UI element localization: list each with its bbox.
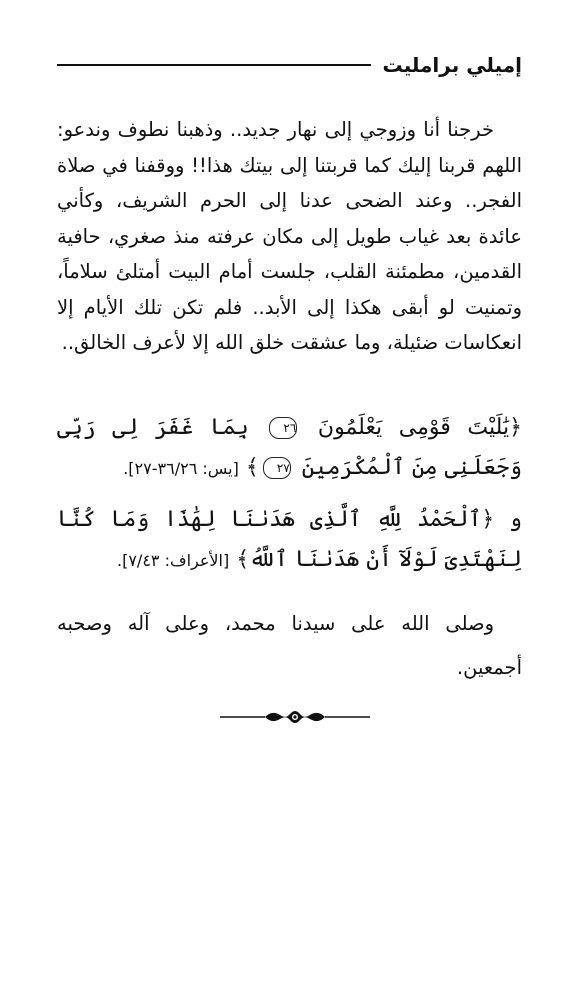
verse-text-part2: بِمَا غَفَرَ لِى رَبِّى وَجَعَلَنِى مِنَ ٱلْمُكْرَمِينَ [57, 415, 522, 480]
paragraph-text: خرجنا أنا وزوجي إلى نهار جديد.. وذهبنا نطوف وندعو: اللهم قربنا إليك كما قربتنا إلى بيتك هذا!! ووقفنا في صلاة الفجر.. وعند الضحى عدنا إلى الحرم الشريف، وكأني عائدة بعد غياب طويل إلى مكان عرفته منذ صغري، حافية القدمين، مطمئنة القلب، جلست أمام البيت أمتلئ سلاماً، وتمنيت لو أبقى هكذا إلى الأبد.. فلم تكن تلك الأيام إلا انعكاسات ضئيلة، وما عشقت خلق الله إلا لأعرف الخالق.. [57, 118, 522, 354]
ayah-number-marker: ٢٦ [269, 417, 297, 439]
verse-prefix: و [509, 507, 522, 532]
closing-paragraph [57, 602, 522, 690]
verse-close-bracket: ﴾ [245, 455, 259, 480]
header-title: إميلي برامليت [382, 53, 522, 77]
body-paragraph [57, 112, 522, 361]
verse-reference: [الأعراف: ٧/٤٣]. [117, 551, 230, 570]
verse-open-bracket: ﴿ [509, 415, 522, 440]
header-rule [57, 64, 371, 66]
ayah-number-marker: ٢٧ [263, 457, 291, 479]
quran-verse-yasin [57, 408, 522, 489]
quran-verse-araf [57, 500, 522, 581]
page-header [57, 50, 522, 80]
closing-text: وصلى الله على سيدنا محمد، وعلى آله وصحبه أجمعين. [57, 612, 522, 679]
verse-text-part1: يَٰلَيْتَ قَوْمِى يَعْلَمُونَ [317, 415, 510, 440]
verse-close-bracket: ﴾ [236, 547, 250, 572]
verse-reference: [يس: ٣٦/٢٦-٢٧]. [123, 459, 239, 478]
ornament-divider-icon [220, 706, 370, 728]
verse-text: ٱلْحَمْدُ لِلَّهِ ٱلَّذِى هَدَىٰنَا لِهَٰذَا وَمَا كُنَّا لِنَهْتَدِىَ لَوْلَآ أَنْ هَدَىٰنَا ٱللَّهُ [57, 507, 522, 572]
verse-open-bracket: ﴿ [481, 507, 495, 532]
